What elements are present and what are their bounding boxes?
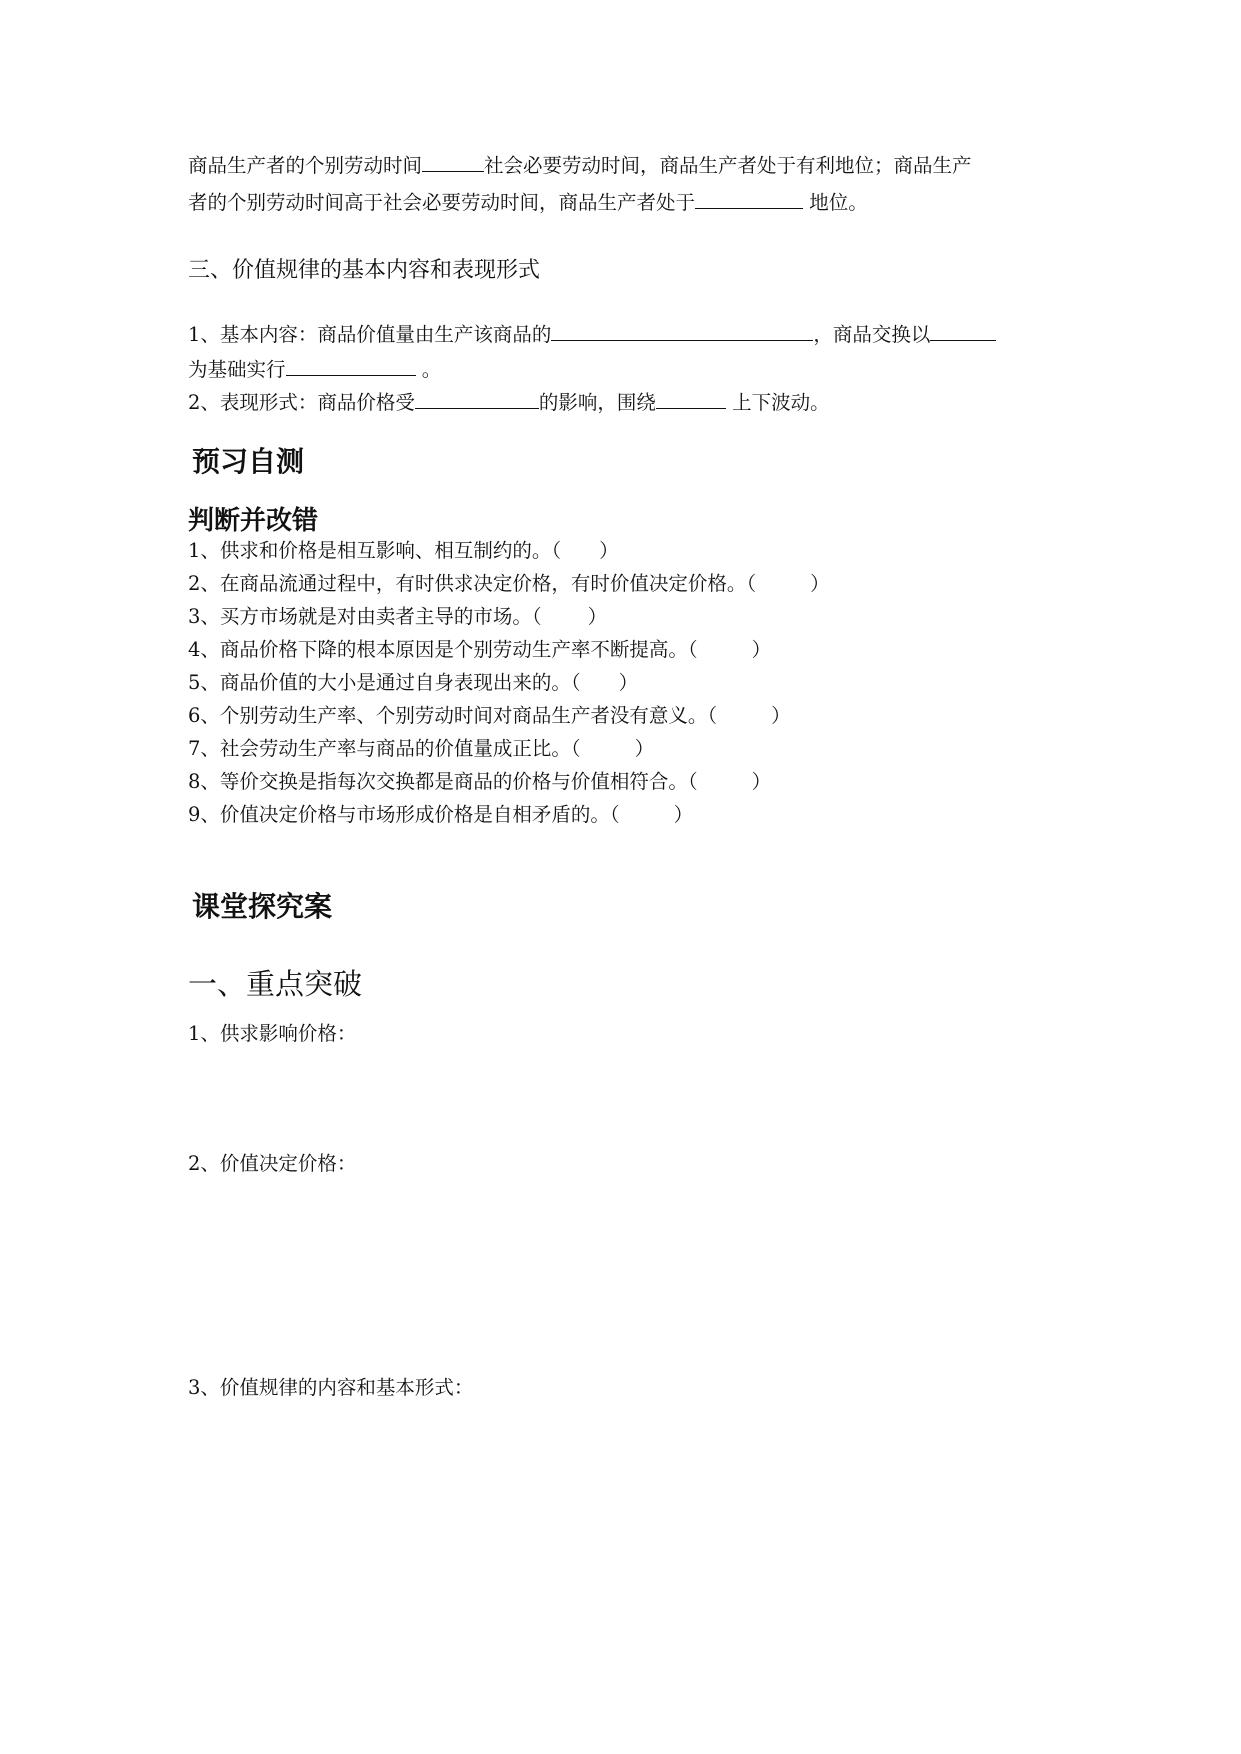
section3-item-1-cont: [188, 357, 441, 383]
intro-text: 商品生产者的个别劳动时间: [188, 154, 423, 177]
judge-item-text: 9、价值决定价格与市场形成价格是自相矛盾的。（: [188, 803, 620, 826]
judge-item-text: 2、在商品流通过程中，有时供求决定价格，有时价值决定价格。（: [188, 572, 757, 595]
judge-item-text: 6、个别劳动生产率、个别劳动时间对商品生产者没有意义。（: [188, 704, 718, 727]
fill-blank[interactable]: [286, 357, 416, 376]
close-paren: ）: [751, 770, 772, 793]
item-text: 上下波动。: [725, 391, 830, 414]
intro-line-2: [188, 190, 868, 216]
close-paren: ）: [587, 605, 608, 628]
judge-item-text: 5、商品价值的大小是通过自身表现出来的。（: [188, 671, 581, 694]
judge-item: [188, 670, 638, 696]
section3-item-1: [188, 322, 996, 348]
close-paren: ）: [618, 671, 639, 694]
close-paren: ）: [810, 572, 830, 595]
close-paren: ）: [634, 737, 655, 760]
judge-item-text: 1、供求和价格是相互影响、相互制约的。（: [188, 539, 562, 562]
section3-item-2: [188, 390, 830, 416]
intro-text: 者的个别劳动时间高于社会必要劳动时间，商品生产者处于: [188, 191, 696, 214]
section-title: 一、重点突破: [188, 967, 363, 1001]
item-text: 的影响，围绕: [538, 391, 656, 414]
judge-item: [188, 637, 771, 663]
close-paren: ）: [771, 704, 791, 727]
preview-subtitle: 判断并改错: [188, 506, 319, 536]
close-paren: ）: [751, 638, 772, 661]
item-text: 为基础实行: [188, 358, 286, 381]
judge-item: [188, 538, 619, 564]
judge-item: [188, 571, 830, 597]
item-text: 2、表现形式：商品价格受: [188, 391, 415, 414]
judge-item-text: 7、社会劳动生产率与商品的价值量成正比。（: [188, 737, 581, 760]
question-1: 1、供求影响价格：: [188, 1022, 357, 1045]
close-paren: ）: [599, 539, 619, 562]
item-text: 。: [415, 358, 442, 381]
judge-item: [188, 604, 607, 630]
question-2: 2、价值决定价格：: [188, 1152, 357, 1175]
close-paren: ）: [673, 803, 694, 826]
intro-text: 社会必要劳动时间，商品生产者处于有利地位；商品生产: [484, 154, 972, 177]
fill-blank[interactable]: [422, 153, 484, 172]
fill-blank[interactable]: [656, 390, 726, 409]
question-3: 3、价值规律的内容和基本形式：: [188, 1376, 474, 1399]
judge-item: [188, 736, 654, 762]
intro-text: 地位。: [803, 191, 868, 214]
item-text: 1、基本内容：商品价值量由生产该商品的: [188, 323, 552, 346]
judge-item-text: 8、等价交换是指每次交换都是商品的价格与价值相符合。（: [188, 770, 698, 793]
section-title: 三、价值规律的基本内容和表现形式: [188, 258, 541, 283]
intro-line-1: [188, 153, 972, 179]
item-text: ，商品交换以: [813, 323, 931, 346]
fill-blank[interactable]: [695, 190, 803, 209]
classroom-title: 课堂探究案: [192, 890, 333, 923]
judge-item-text: 3、买方市场就是对由卖者主导的市场。（: [188, 605, 542, 628]
judge-item: [188, 802, 693, 828]
fill-blank[interactable]: [551, 322, 813, 341]
fill-blank[interactable]: [415, 390, 539, 409]
preview-title: 预习自测: [192, 445, 305, 478]
judge-item: [188, 769, 771, 795]
judge-item-text: 4、商品价格下降的根本原因是个别劳动生产率不断提高。（: [188, 638, 698, 661]
judge-item: [188, 703, 791, 729]
fill-blank[interactable]: [930, 322, 996, 341]
